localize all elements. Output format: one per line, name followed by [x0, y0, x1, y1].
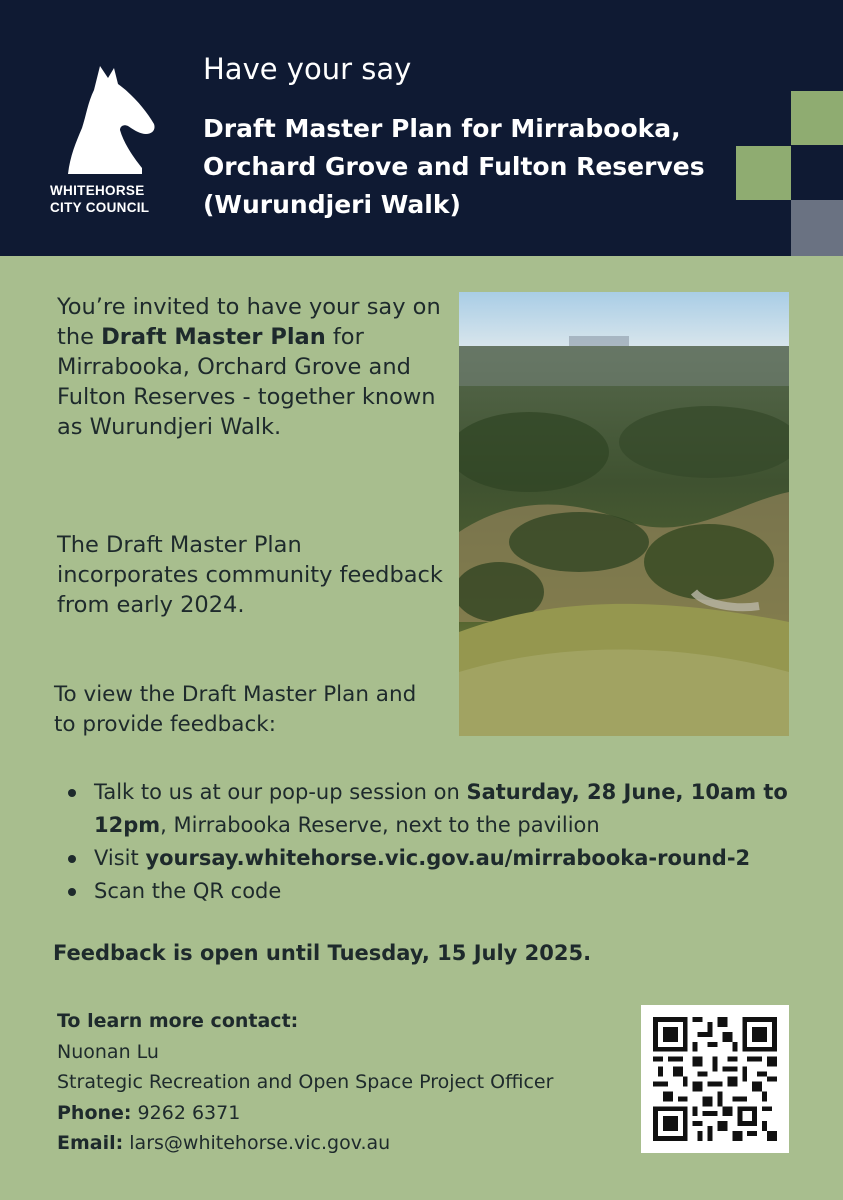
visit-text: Visit [94, 846, 146, 870]
page-title [203, 110, 763, 224]
logo-text-line1: WHITEHORSE [50, 183, 145, 198]
email-address[interactable]: lars@whitehorse.vic.gov.au [123, 1132, 391, 1154]
qr-code[interactable] [641, 1005, 789, 1153]
phone-label: Phone: [57, 1101, 132, 1124]
kicker-text: Have your say [203, 52, 412, 86]
popup-date: Saturday, 28 June, 10am to 12pm [94, 780, 788, 837]
horse-head-icon [68, 64, 156, 174]
contact-block [57, 1006, 637, 1159]
title-line-3: (Wurundjeri Walk) [203, 190, 461, 219]
scan-qr-text: Scan the QR code [94, 879, 282, 903]
header-banner [0, 0, 843, 256]
qr-code-icon [653, 1017, 777, 1141]
list-item-popup-session [60, 776, 820, 842]
list-item-website [60, 842, 820, 875]
contact-phone [57, 1098, 637, 1129]
aerial-reserve-photo [459, 292, 789, 736]
logo-text-line2: CITY COUNCIL [50, 200, 150, 215]
decor-square-grey [791, 200, 843, 256]
decor-square-green-mid [736, 146, 791, 200]
popup-location: , Mirrabooka Reserve, next to the pavilion [160, 813, 600, 837]
contact-role: Strategic Recreation and Open Space Project Officer [57, 1071, 554, 1093]
intro-text-2: for Mirrabooka, Orchard Grove and Fulton Reserves - together known as Wurundjeri Walk. [57, 324, 436, 440]
council-logo [50, 64, 175, 216]
yoursay-link[interactable]: yoursay.whitehorse.vic.gov.au/mirrabooka-round-2 [145, 846, 751, 870]
community-feedback-paragraph: The Draft Master Plan incorporates community feedback from early 2024. [57, 532, 443, 618]
email-label: Email: [57, 1132, 124, 1154]
title-line-1: Draft Master Plan for Mirrabooka, [203, 114, 681, 143]
feedback-deadline: Feedback is open until Tuesday, 15 July 2025. [53, 941, 592, 965]
view-instructions: To view the Draft Master Plan and to provide feedback: [54, 682, 417, 737]
list-item-qr [60, 875, 820, 908]
intro-paragraph [57, 292, 447, 442]
intro-text-1: You’re invited to have your say on the [57, 294, 441, 350]
contact-email [57, 1128, 637, 1159]
intro-bold: Draft Master Plan [101, 324, 326, 350]
contact-name: Nuonan Lu [57, 1040, 159, 1063]
popup-text: Talk to us at our pop-up session on [94, 780, 467, 804]
contact-heading: To learn more contact: [57, 1010, 299, 1032]
phone-number[interactable]: 9262 6371 [131, 1101, 241, 1124]
title-line-2: Orchard Grove and Fulton Reserves [203, 152, 705, 181]
decor-square-green-top [791, 91, 843, 145]
feedback-options-list [60, 776, 820, 908]
